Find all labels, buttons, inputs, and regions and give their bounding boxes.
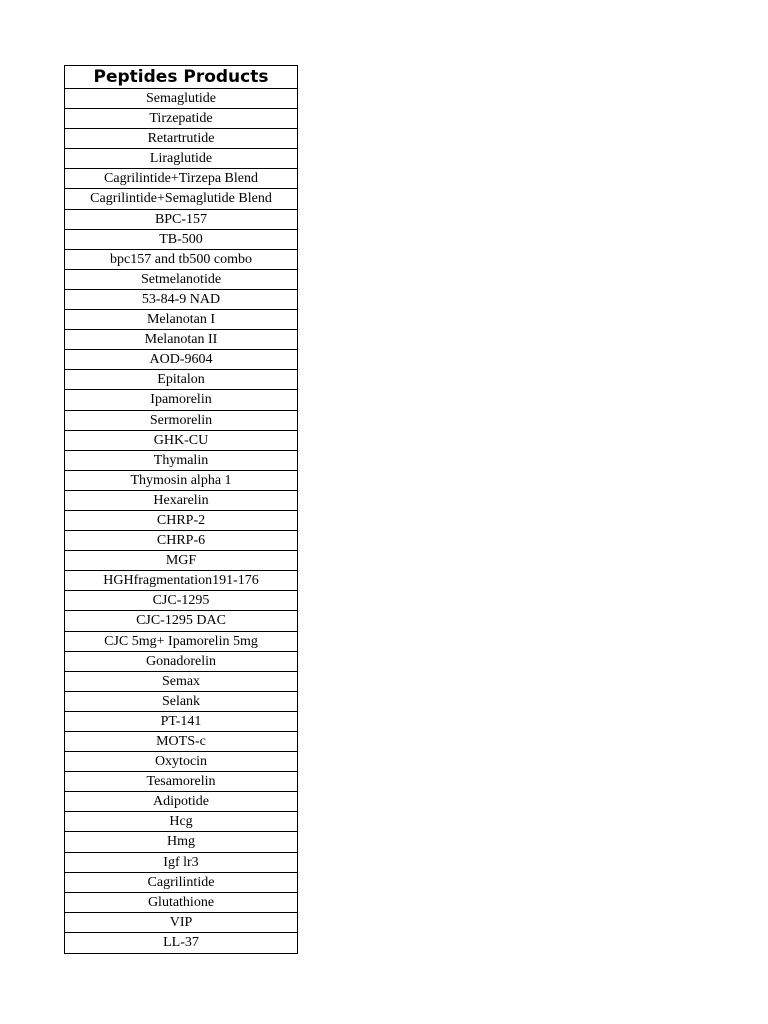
table-row: CHRP-2	[65, 511, 297, 531]
table-row: Cagrilintide+Tirzepa Blend	[65, 169, 297, 189]
table-row: LL-37	[163, 934, 199, 950]
table-row: HGHfragmentation191-176	[65, 571, 297, 591]
table-row: Adipotide	[65, 792, 297, 812]
table-row: Epitalon	[65, 370, 297, 390]
table-row: Melanotan II	[65, 330, 297, 350]
table-row: Cagrilintide+Semaglutide Blend	[65, 189, 297, 209]
table-row: MOTS-c	[65, 732, 297, 752]
table-row: Melanotan I	[65, 310, 297, 330]
table-row: Oxytocin	[65, 752, 297, 772]
table-header: Peptides Products	[65, 66, 297, 89]
table-row: CJC-1295	[65, 591, 297, 611]
table-row: Thymalin	[65, 451, 297, 471]
table-row: GHK-CU	[65, 431, 297, 451]
table-row: CJC-1295 DAC	[65, 611, 297, 631]
table-row: Sermorelin	[65, 411, 297, 431]
table-row: Hexarelin	[65, 491, 297, 511]
table-row: TB-500	[65, 230, 297, 250]
table-row: Glutathione	[65, 893, 297, 913]
table-row: BPC-157	[65, 210, 297, 230]
table-row: VIP	[65, 913, 297, 933]
table-row: Thymosin alpha 1	[65, 471, 297, 491]
table-row: Ipamorelin	[65, 390, 297, 410]
table-row: Hcg	[65, 812, 297, 832]
table-row: Tirzepatide	[65, 109, 297, 129]
table-row: Semax	[65, 672, 297, 692]
table-row: Tesamorelin	[65, 772, 297, 792]
table-row: bpc157 and tb500 combo	[65, 250, 297, 270]
table-row: Cagrilintide	[65, 873, 297, 893]
table-row: PT-141	[65, 712, 297, 732]
table-row: AOD-9604	[65, 350, 297, 370]
table-row: CHRP-6	[65, 531, 297, 551]
table-row: Hmg	[65, 832, 297, 852]
table-row: Liraglutide	[65, 149, 297, 169]
products-table	[64, 65, 298, 954]
table-row: Selank	[65, 692, 297, 712]
product-list	[65, 89, 297, 953]
table-row: Gonadorelin	[65, 652, 297, 672]
table-row: Setmelanotide	[65, 270, 297, 290]
table-row: 53-84-9 NAD	[65, 290, 297, 310]
table-row: Retartrutide	[65, 129, 297, 149]
table-row: Igf lr3	[65, 853, 297, 873]
table-row: Semaglutide	[65, 89, 297, 109]
table-row: CJC 5mg+ Ipamorelin 5mg	[65, 632, 297, 652]
table-row: MGF	[65, 551, 297, 571]
